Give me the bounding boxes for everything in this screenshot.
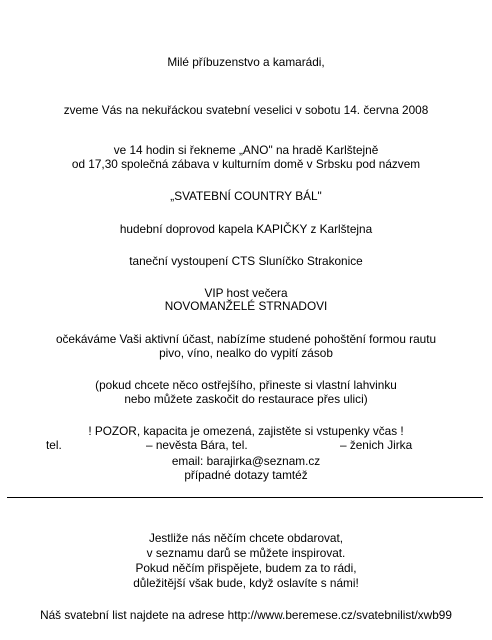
questions-note: případné dotazy tamtéž [184, 468, 308, 482]
party-text: od 17,30 společná zábava v kulturním domě v Srbsku pod názvem [71, 157, 421, 171]
gifts-line-4: důležitější však bude, když oslavíte s námi! [133, 576, 359, 590]
tel-label: tel. [46, 438, 62, 452]
vip-guests: NOVOMANŽELÉ STRNADOVI [164, 299, 328, 313]
ceremony-text: ve 14 hodin si řekneme „ANO" na hradě Karlštejně [113, 143, 379, 157]
dance-text: taneční vystoupení CTS Sluníčko Strakonice [129, 254, 363, 268]
restaurant-text: nebo můžete zaskočit do restaurace přes ulici) [124, 392, 368, 406]
divider [7, 497, 483, 498]
gifts-line-2: v seznamu darů se můžete inspirovat. [146, 546, 346, 560]
groom-contact: – ženich Jirka [340, 438, 413, 452]
email-contact: email: barajirka@seznam.cz [171, 454, 321, 468]
stronger-drinks-text: (pokud chcete něco ostřejšího, přineste si vlastní lahvinku [95, 378, 397, 392]
band-text: hudební doprovod kapela KAPIČKY z Karlštejna [119, 222, 373, 236]
gifts-line-1: Jestliže nás něčím chcete obdarovat, [148, 531, 344, 545]
gifts-line-3: Pokud něčím přispějete, budem za to rádi, [135, 561, 357, 575]
capacity-warning: ! POZOR, kapacita je omezená, zajistěte si vstupenky včas ! [88, 424, 404, 438]
drinks-text: pivo, víno, nealko do vypití zásob [159, 346, 333, 360]
catering-text: očekáváme Vaši aktivní účast, nabízíme studené pohoštění formou rautu [55, 332, 437, 346]
event-name: „SVATEBNÍ COUNTRY BÁL" [170, 189, 322, 203]
bride-contact: – nevěsta Bára, tel. [146, 438, 248, 452]
vip-label: VIP host večera [204, 286, 288, 300]
wedding-list-link: Náš svatební list najdete na adrese http://www.beremese.cz/svatebnilist/xwb99 [40, 608, 452, 622]
greeting: Milé příbuzenstvo a kamarádi, [167, 55, 325, 69]
invitation-text: zveme Vás na nekuřáckou svatební veselici v sobotu 14. června 2008 [63, 103, 429, 117]
